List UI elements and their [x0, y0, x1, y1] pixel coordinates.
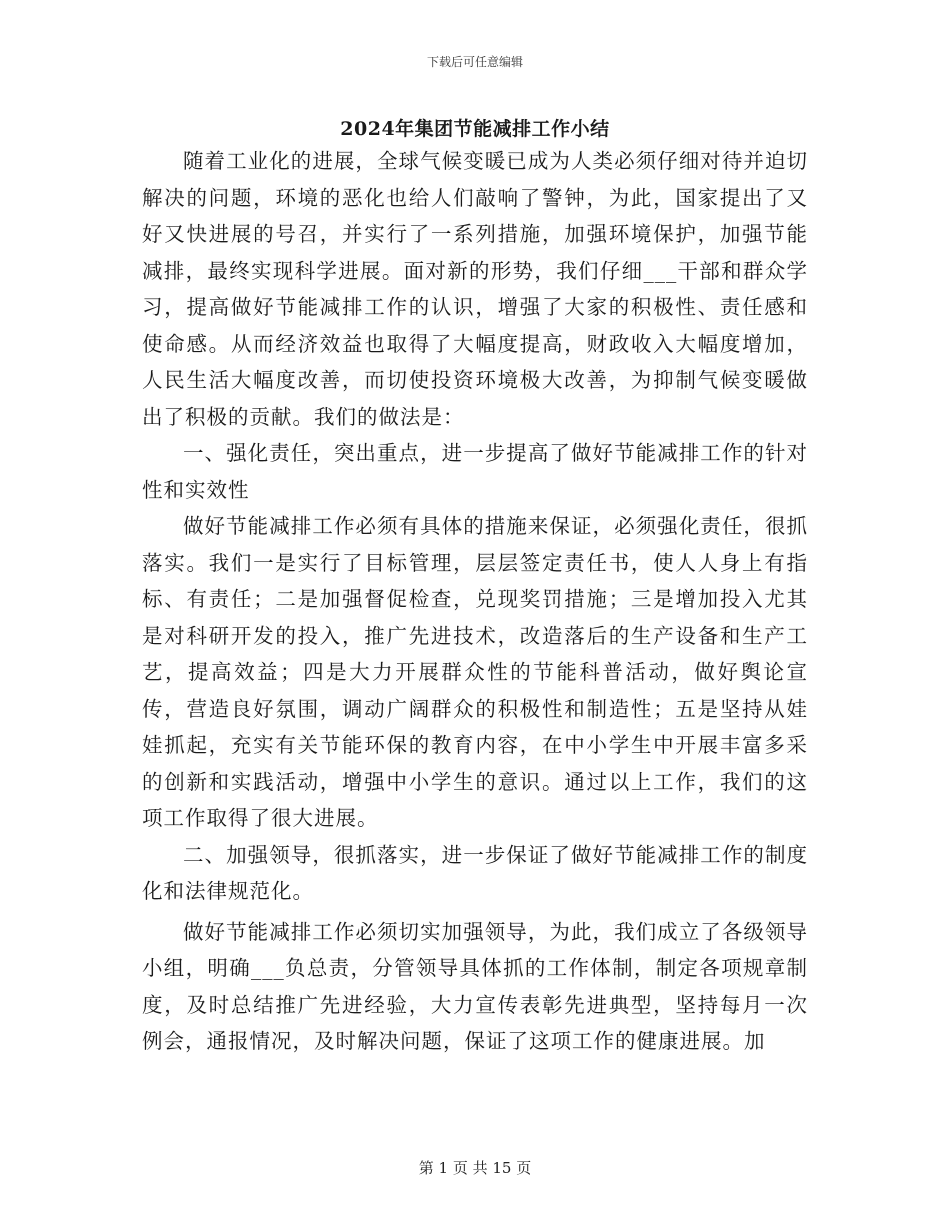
paragraph-intro: 随着工业化的进展，全球气候变暖已成为人类必须仔细对待并迫切解决的问题，环境的恶化也给人们敲响了警钟，为此，国家提出了又好又快进展的号召，并实行了一系列措施，加强环境保护，加强节能减排，最终实现科学进展。面对新的形势，我们仔细___干部和群众学习，提高做好节能减排工作的认识，增强了大家的积极性、责任感和使命感。从而经济效益也取得了大幅度提高，财政收入大幅度增加，人民生活大幅度改善，而切使投资环境极大改善，为抑制气候变暖做出了积极的贡献。我们的做法是：: [142, 149, 808, 429]
document-title: 2024年集团节能减排工作小结: [340, 118, 610, 140]
paragraph-heading-1: 一、强化责任，突出重点，进一步提高了做好节能减排工作的针对性和实效性: [142, 441, 808, 502]
paragraph-leadership: 做好节能减排工作必须切实加强领导，为此，我们成立了各级领导小组，明确___负总责，分管领导具体抓的工作体制，制定各项规章制度，及时总结推广先进经验，大力宣传表彰先进典型，坚持每月一次例会，通报情况，及时解决问题，保证了这项工作的健康进展。加: [142, 919, 808, 1053]
paragraph-measures: 做好节能减排工作必须有具体的措施来保证，必须强化责任，很抓落实。我们一是实行了目标管理，层层签定责任书，使人人身上有指标、有责任；二是加强督促检查，兑现奖罚措施；三是增加投入尤其是对科研开发的投入，推广先进技术，改造落后的生产设备和生产工艺，提高效益；四是大力开展群众性的节能科普活动，做好舆论宣传，营造良好氛围，调动广阔群众的积极性和制造性；五是坚持从娃娃抓起，充实有关节能环保的教育内容，在中小学生中开展丰富多采的创新和实践活动，增强中小学生的意识。通过以上工作，我们的这项工作取得了很大进展。: [142, 514, 808, 830]
page-indicator: 第 1 页 共 15 页: [418, 1159, 532, 1177]
paragraph-heading-2: 二、加强领导，很抓落实，进一步保证了做好节能减排工作的制度化和法律规范化。: [142, 842, 808, 903]
header-note: 下载后可任意编辑: [426, 55, 523, 69]
document-body: [142, 143, 808, 1060]
